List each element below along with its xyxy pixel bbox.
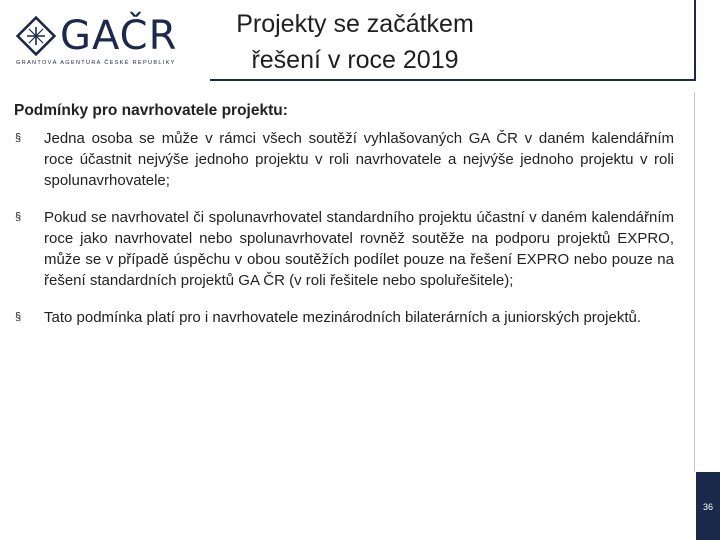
header-vertical-divider xyxy=(694,0,696,81)
bullet-list xyxy=(14,128,674,328)
footer-page-box xyxy=(696,472,720,540)
logo-subtitle: GRANTOVÁ AGENTURA ČESKÉ REPUBLIKY xyxy=(16,60,176,66)
bullet-text: Jedna osoba se může v rámci všech soutěží vyhlašovaných GA ČR v daném kalendářním roce účastnit nejvýše jednoho projektu v roli navrhovatele a nejvýše jednoho projektu v roli spolunavrhovatele; xyxy=(44,130,674,189)
bullet-item xyxy=(14,128,674,191)
bullet-marker: § xyxy=(15,211,22,223)
bullet-item xyxy=(14,207,674,291)
slide-title: Projekty se začátkem řešení v roce 2019 xyxy=(236,10,474,74)
page-number: 36 xyxy=(702,502,713,512)
bullet-marker: § xyxy=(15,132,22,144)
content-vertical-divider xyxy=(694,92,695,472)
bullet-text: Pokud se navrhovatel či spolunavrhovatel standardního projektu účastní v daném kalendářním roce jako navrhovatel nebo spolunavrhovatel rovněž soutěže na podporu projektů EXPRO, může se v případě úspěchu v obou soutěžích podílet pouze na řešení EXPRO nebo pouze na řešení standardních projektů GA ČR (v roli řešitele nebo spoluřešitele); xyxy=(44,209,674,289)
section-heading: Podmínky pro navrhovatele projektu: xyxy=(14,102,288,119)
gacr-emblem-icon xyxy=(16,16,56,56)
logo-wordmark: GAČR xyxy=(60,13,178,59)
bullet-text: Tato podmínka platí pro i navrhovatele mezinárodních bilaterárních a juniorských projektů. xyxy=(44,309,641,326)
bullet-marker: § xyxy=(15,311,22,323)
gacr-logo xyxy=(14,12,184,70)
bullet-item xyxy=(14,307,674,328)
title-divider xyxy=(210,79,696,81)
